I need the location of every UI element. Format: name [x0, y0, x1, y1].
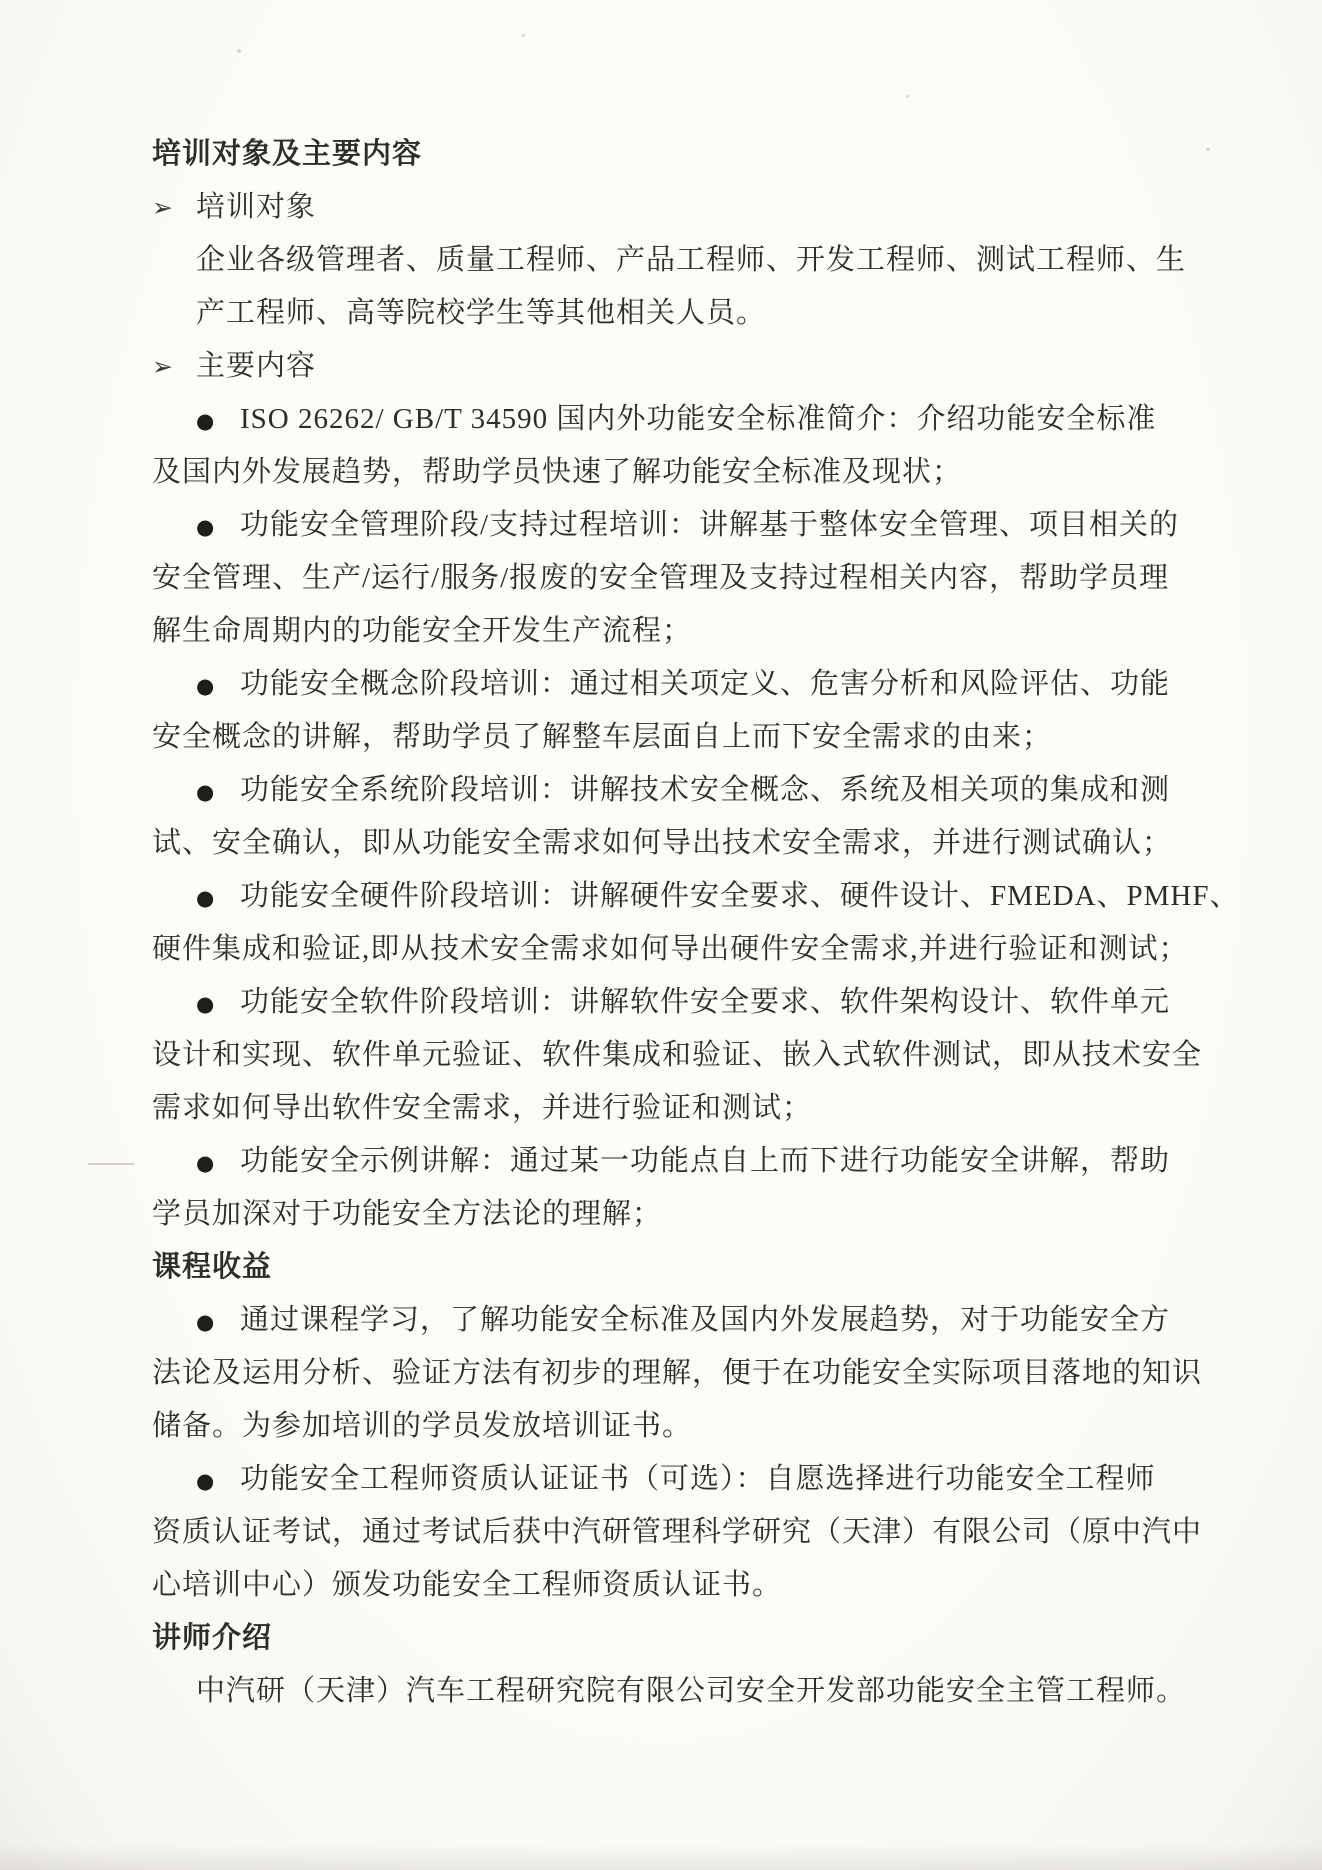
audience-paragraph-line: 企业各级管理者、质量工程师、产品工程师、开发工程师、测试工程师、生: [196, 244, 1187, 276]
bullet-first-line: 通过课程学习，了解功能安全标准及国内外发展趋势，对于功能安全方: [240, 1304, 1171, 1336]
bullet-first-line: 功能安全工程师资质认证证书（可选）：自愿选择进行功能安全工程师: [240, 1463, 1156, 1495]
disc-bullet-icon: ●: [196, 674, 216, 698]
bullet-first-line: 功能安全系统阶段培训：讲解技术安全概念、系统及相关项的集成和测: [240, 774, 1171, 806]
scan-speck: [522, 34, 525, 37]
section-heading-course-benefits: 课程收益: [152, 1251, 273, 1283]
bullet-wrap-line: 学员加深对于功能安全方法论的理解；: [152, 1198, 663, 1230]
arrowhead-bullet-icon: ➢: [152, 193, 174, 222]
bullet-first-line: ISO 26262/ GB/T 34590 国内外功能安全标准简介：介绍功能安全标准: [240, 403, 1157, 435]
bullet-first-line: 功能安全硬件阶段培训：讲解硬件安全要求、硬件设计、FMEDA、PMHF、: [240, 880, 1240, 912]
section-heading-instructor-intro: 讲师介绍: [152, 1622, 273, 1654]
bullet-item-standards-intro: [152, 393, 1162, 446]
scan-speck: [1206, 148, 1210, 151]
bullet-wrap-line: 安全概念的讲解，帮助学员了解整车层面自上而下安全需求的由来；: [152, 721, 1053, 753]
bullet-wrap-line: 试、安全确认，即从功能安全需求如何导出技术安全需求，并进行测试确认；: [152, 827, 1173, 859]
bullet-wrap-line: 及国内外发展趋势，帮助学员快速了解功能安全标准及现状；: [152, 456, 963, 488]
disc-bullet-icon: ●: [196, 780, 216, 804]
bullet-item-system-phase: [152, 764, 1171, 817]
bullet-first-line: 功能安全概念阶段培训：通过相关项定义、危害分析和风险评估、功能: [240, 668, 1171, 700]
scan-speck: [237, 49, 241, 53]
bullet-wrap-line: 资质认证考试，通过考试后获中汽研管理科学研究（天津）有限公司（原中汽中: [152, 1516, 1203, 1548]
audience-paragraph-line: 产工程师、高等院校学生等其他相关人员。: [196, 297, 767, 329]
bullet-wrap-line: 需求如何导出软件安全需求，并进行验证和测试；: [152, 1092, 813, 1124]
bullet-wrap-line: 法论及运用分析、验证方法有初步的理解，便于在功能安全实际项目落地的知识: [152, 1357, 1203, 1389]
bullet-item-certification: [152, 1453, 1162, 1506]
bullet-wrap-line: 储备。为参加培训的学员发放培训证书。: [152, 1410, 693, 1442]
document-content: [152, 128, 1240, 1718]
bullet-first-line: 功能安全示例讲解：通过某一功能点自上而下进行功能安全讲解，帮助: [240, 1145, 1171, 1177]
arrow-item-main-content: [152, 340, 1162, 393]
disc-bullet-icon: ●: [196, 886, 216, 910]
scan-artifact-dash: [88, 1163, 134, 1165]
disc-bullet-icon: ●: [196, 1469, 216, 1493]
bullet-wrap-line: 解生命周期内的功能安全开发生产流程；: [152, 615, 693, 647]
disc-bullet-icon: ●: [196, 992, 216, 1016]
disc-bullet-icon: ●: [196, 1310, 216, 1334]
arrowhead-bullet-icon: ➢: [152, 352, 174, 381]
bullet-item-concept-phase: [152, 658, 1171, 711]
bullet-item-software-phase: [152, 976, 1171, 1029]
bullet-wrap-line: 设计和实现、软件单元验证、软件集成和验证、嵌入式软件测试，即从技术安全: [152, 1039, 1203, 1071]
bullet-wrap-line: 硬件集成和验证,即从技术安全需求如何导出硬件安全需求,并进行验证和测试；: [152, 933, 1189, 965]
disc-bullet-icon: ●: [196, 409, 216, 433]
bullet-wrap-line: 安全管理、生产/运行/服务/报废的安全管理及支持过程相关内容，帮助学员理: [152, 562, 1170, 594]
disc-bullet-icon: ●: [196, 515, 216, 539]
arrow-item-label: 培训对象: [196, 191, 317, 223]
bullet-first-line: 功能安全软件阶段培训：讲解软件安全要求、软件架构设计、软件单元: [240, 986, 1171, 1018]
arrow-item-training-audience: [152, 181, 1162, 234]
arrow-item-label: 主要内容: [196, 350, 317, 382]
bullet-item-example-walkthrough: [152, 1135, 1171, 1188]
bullet-item-course-learning: [152, 1294, 1171, 1347]
scan-speck: [906, 95, 909, 98]
scan-edge-shadow: [0, 1844, 1322, 1870]
bullet-wrap-line: 心培训中心）颁发功能安全工程师资质认证书。: [152, 1569, 783, 1601]
bullet-first-line: 功能安全管理阶段/支持过程培训：讲解基于整体安全管理、项目相关的: [240, 509, 1180, 541]
instructor-paragraph-line: 中汽研（天津）汽车工程研究院有限公司安全开发部功能安全主管工程师。: [196, 1675, 1187, 1707]
section-heading-training-audience-and-content: 培训对象及主要内容: [152, 138, 423, 170]
bullet-item-hardware-phase: [152, 870, 1240, 923]
bullet-item-management-phase: [152, 499, 1180, 552]
disc-bullet-icon: ●: [196, 1151, 216, 1175]
